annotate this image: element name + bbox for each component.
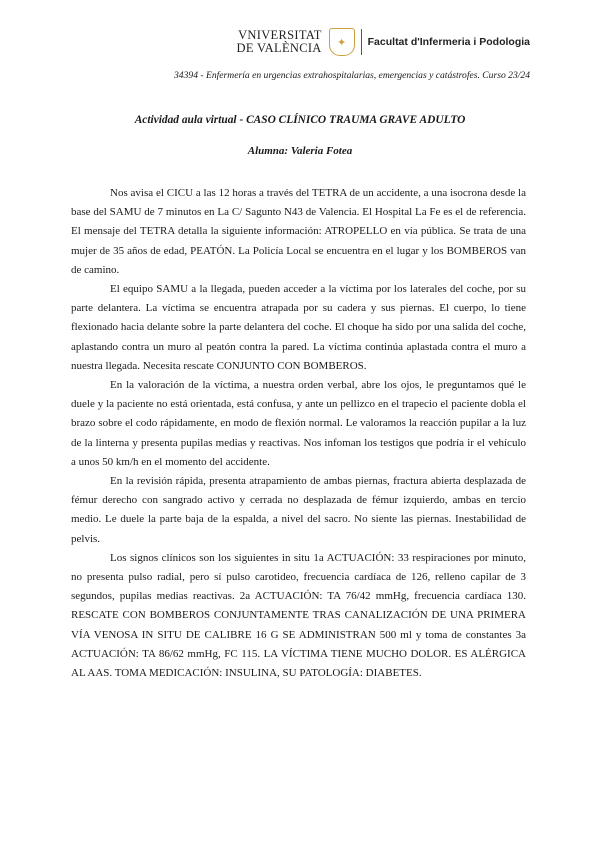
university-name — [237, 29, 322, 55]
page-header — [237, 24, 531, 60]
header-divider — [361, 29, 362, 55]
faculty-name: Facultat d'Infermeria i Podologia — [367, 36, 530, 48]
paragraph: En la valoración de la víctima, a nuestra orden verbal, abre los ojos, le preguntamos qué le duele y la paciente no está orientada, está confusa, y ante un pellizco en el trapecio el paciente dobla el brazo sobre el codo rápidamente, en modo de flexión normal. Le valoramos la reacción pupilar a la luz de la linterna y presenta pupilas medias y reactivas. Nos infoman los testigos que podría ir el vehículo a unos 50 km/h en el momento del accidente. — [71, 379, 526, 468]
university-name-line2: DE VALÈNCIA — [236, 41, 322, 55]
paragraph: Los signos clínicos son los siguientes in situ 1a ACTUACIÓN: 33 respiraciones por minuto, no presenta pulso radial, pero sí pulso carotideo, frecuencia cardíaca de 126, relleno capilar de 3 segundos, pupilas medias reactivas. 2a ACTUACIÓN: TA 76/42 mmHg, frecuencia cardíaca 130. RESCATE CON BOMBEROS CONJUNTAMENTE TRAS CANALIZACIÓN DE UNA PRIMERA VÍA VENOSA IN SITU DE CALIBRE 16 G SE ADMINISTRAN 500 ml y toma de constantes 3a ACTUACIÓN: TA 86/62 mmHg, FC 115. LA VÍCTIMA TIENE MUCHO DOLOR. ES ALÉRGICA AL AAS. TOMA MEDICACIÓN: INSULINA, SU PATOLOGÍA: DIABETES. — [71, 551, 526, 680]
paragraph: En la revisión rápida, presenta atrapamiento de ambas piernas, fractura abierta desplazada de fémur derecho con sangrado activo y cerrada no desplazada de fémur izquierdo, ambas en tercio medio. Le duele la parte baja de la espalda, a nivel del sacro. No siente las piernas. Inestabilidad de pelvis. — [71, 475, 526, 545]
document-body — [71, 184, 526, 683]
university-crest-icon: ✦ — [329, 28, 355, 56]
university-name-line1: VNIVERSITAT — [238, 28, 322, 42]
paragraph: El equipo SAMU a la llegada, pueden acceder a la víctima por los laterales del coche, por su parte delantera. La víctima se encuentra atrapada por su cadera y sus piernas. El cuerpo, lo tiene flexionado hacia delante sobre la parte delantera del coche. El choque ha sido por una salida del coche, aplastando contra un muro al peatón contra la pared. La víctima continúa aplastada contra el muro a nuestra llegada. Necesita rescate CONJUNTO CON BOMBEROS. — [71, 283, 526, 372]
document-title: Actividad aula virtual - CASO CLÍNICO TRAUMA GRAVE ADULTO — [134, 114, 466, 126]
student-name: Alumna: Valeria Fotea — [247, 145, 353, 157]
course-line: 34394 - Enfermería en urgencias extrahospitalarias, emergencias y catástrofes. Curso 23/24 — [174, 70, 530, 81]
paragraph: Nos avisa el CICU a las 12 horas a través del TETRA de un accidente, a una isocrona desde la base del SAMU de 7 minutos en La C/ Sagunto N43 de Valencia. El Hospital La Fe es el de referencia. El mensaje del TETRA detalla la siguiente información: ATROPELLO en vía pública. Se trata de una mujer de 35 años de edad, PEATÓN. La Policía Local se encuentra en el lugar y los BOMBEROS van de camino. — [71, 187, 526, 276]
